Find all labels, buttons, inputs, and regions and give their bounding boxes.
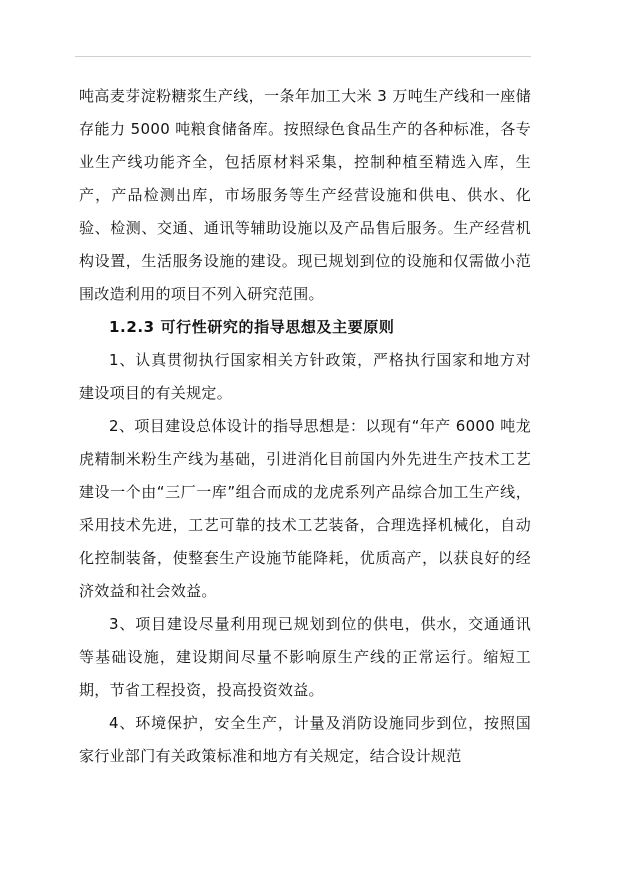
principle-3: 3、项目建设尽量利用现已规划到位的供电，供水，交通通讯等基础设施，建设期间尽量不影响原生产线的正常运行。缩短工期，节省工程投资，投高投资效益。 (79, 615, 531, 699)
principle-1: 1、认真贯彻执行国家相关方针政策，严格执行国家和地方对建设项目的有关规定。 (79, 351, 531, 402)
header-rule (75, 56, 531, 57)
principle-4: 4、环境保护，安全生产，计量及消防设施同步到位，按照国家行业部门有关政策标准和地方有关规定，结合设计规范 (79, 714, 531, 765)
intro-paragraph: 吨高麦芽淀粉糖浆生产线，一条年加工大米 3 万吨生产线和一座储存能力 5000 吨粮食储备库。按照绿色食品生产的各种标准，各专业生产线功能齐全，包括原材料采集，控制种植至精选入库，生产，产品检测出库，市场服务等生产经营设施和供电、供水、化验、检测、交通、通讯等辅助设施以及产品售后服务。生产经营机构设置，生活服务设施的建设。现已规划到位的设施和仅需做小范围改造利用的项目不列入研究范围。 (79, 87, 531, 303)
document-body (79, 80, 531, 773)
principle-2: 2、项目建设总体设计的指导思想是：以现有“年产 6000 吨龙虎精制米粉生产线为基础，引进消化目前国内外先进生产技术工艺建设一个由“三厂一库”组合而成的龙虎系列产品综合加工生产线，采用技术先进，工艺可靠的技术工艺装备，合理选择机械化，自动化控制装备，使整套生产设施节能降耗，优质高产，以获良好的经济效益和社会效益。 (79, 417, 531, 600)
section-heading: 1.2.3 可行性研究的指导思想及主要原则 (109, 318, 395, 336)
